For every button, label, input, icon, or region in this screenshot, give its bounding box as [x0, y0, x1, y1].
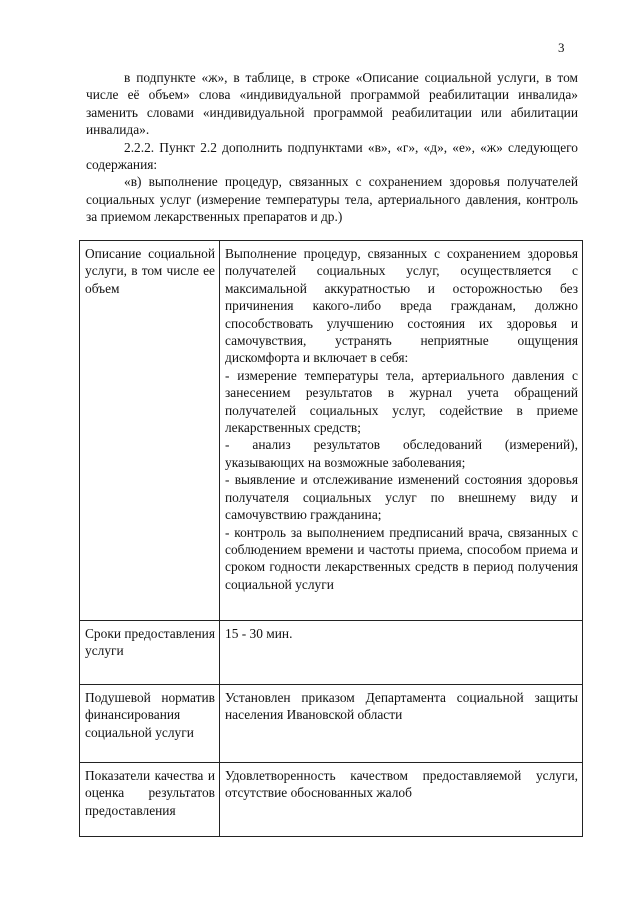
value-line: - анализ результатов обследований (измерений), указывающих на возможные заболевания;: [225, 437, 578, 470]
page-number: 3: [558, 40, 565, 55]
value-line: - контроль за выполнением предписаний врача, связанных с соблюдением времени и частоты приема, способом приема и сроком годности лекарственных средств в период получения социальной услуги: [225, 524, 578, 592]
value-line: - выявление и отслеживание изменений состояния здоровья получателя социальных услуг по внешнему виду и самочувствию гражданина;: [225, 472, 578, 523]
row-label: Описание социальной услуги, в том числе ее объем: [80, 241, 220, 621]
row-value: Установлен приказом Департамента социальной защиты населения Ивановской области: [220, 685, 583, 763]
table-row: [80, 763, 583, 837]
table-row: [80, 621, 583, 685]
value-line: - измерение температуры тела, артериального давления с занесением результатов в журнал учета обращений получателей социальных услуг, содействие в приеме лекарственных средств;: [225, 367, 578, 436]
table-row: [80, 241, 583, 621]
row-label: Сроки предоставления услуги: [80, 621, 220, 685]
row-value: 15 - 30 мин.: [220, 621, 583, 685]
paragraph-1: в подпункте «ж», в таблице, в строке «Описание социальной услуги, в том числе её объем» слова «индивидуальной программой реабилитации инвалида» заменить словами «индивидуальной программой реабилитации или абилитации инвалида».: [86, 70, 578, 138]
service-table: [79, 240, 583, 837]
row-label: Подушевой норматив финансирования социальной услуги: [80, 685, 220, 763]
row-value: Удовлетворенность качеством предоставляемой услуги, отсутствие обоснованных жалоб: [220, 763, 583, 837]
body-text: [86, 69, 578, 226]
table-row: [80, 685, 583, 763]
value-line: Выполнение процедур, связанных с сохранением здоровья получателей социальных услуг, осуществляется с максимальной аккуратностью и осторожностью без причинения какого-либо вреда гражданам, должно способствовать улучшению состояния их здоровья и самочувствия, устранять неприятные ощущения дискомфорта и включает в себя:: [225, 246, 578, 366]
row-label: Показатели качества и оценка результатов предоставления: [80, 763, 220, 837]
paragraph-2: 2.2.2. Пункт 2.2 дополнить подпунктами «в», «г», «д», «е», «ж» следующего содержания:: [86, 139, 578, 173]
paragraph-3: «в) выполнение процедур, связанных с сохранением здоровья получателей социальных услуг (измерение температуры тела, артериального давления, контроль за приемом лекарственных препаратов и др.): [86, 174, 578, 225]
row-value: [220, 241, 583, 621]
